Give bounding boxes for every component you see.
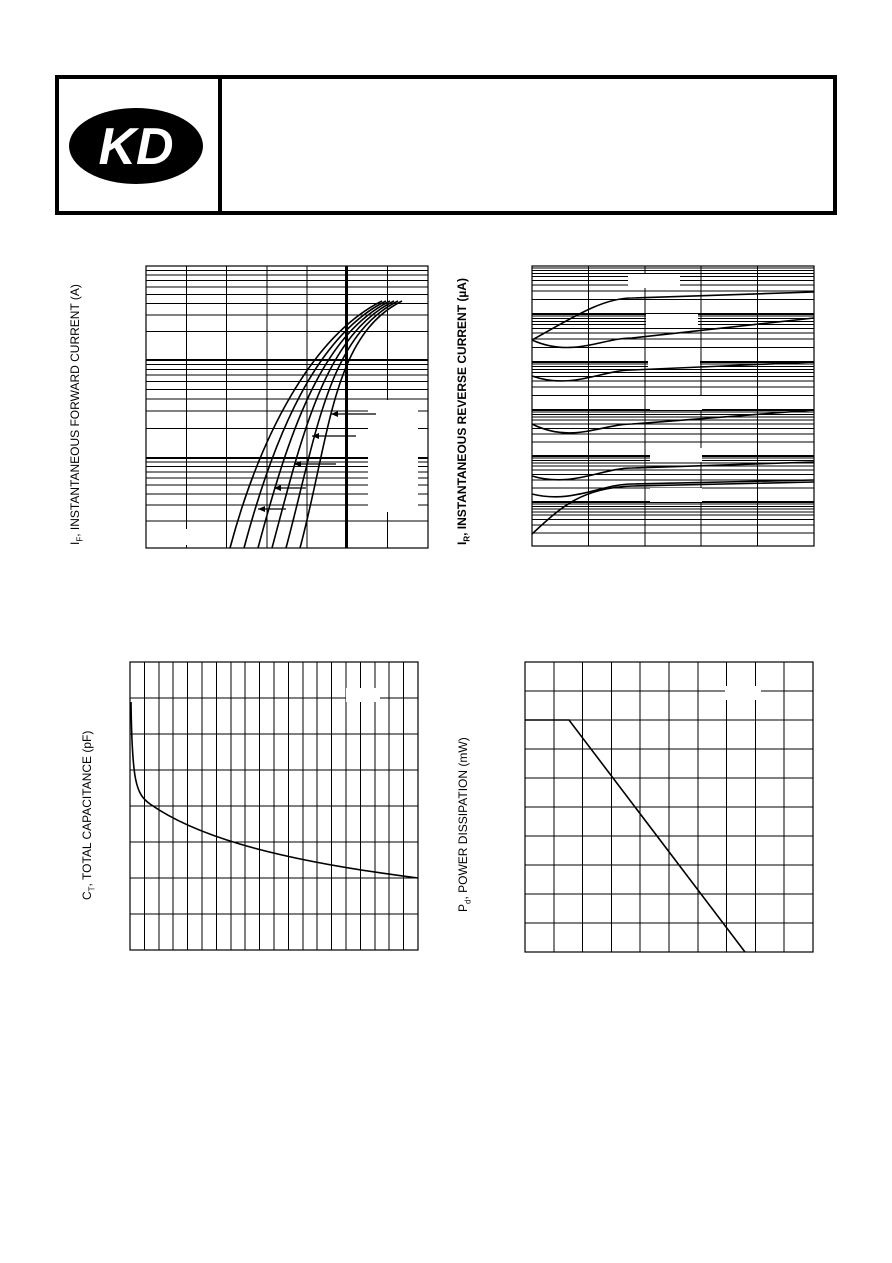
chart3-ylabel: $C_T$, TOTAL CAPACITANCE (pF): [80, 730, 97, 900]
chart2-series-curve: [532, 462, 814, 480]
logo-text: KD: [98, 118, 174, 176]
chart2-label-box: [650, 396, 702, 410]
datasheet-header: [55, 75, 837, 215]
forward-current-chart: [146, 266, 428, 548]
chart1-legend-box: [368, 400, 418, 512]
reverse-current-chart: [532, 266, 814, 546]
chart2-ylabel: $I_R$, INSTANTANEOUS REVERSE CURRENT (µA): [455, 278, 472, 545]
chart2-label-box: [648, 354, 700, 368]
kd-logo: [67, 106, 205, 186]
chart2-label-box: [628, 274, 680, 288]
chart2-label-box: [650, 448, 702, 462]
chart1-series-curve: [244, 301, 386, 548]
power-dissipation-chart: [525, 662, 815, 954]
chart1-arrow-head: [258, 506, 265, 512]
chart2-series-curve: [532, 410, 814, 433]
logo-cell: [59, 79, 222, 211]
chart1-ylabel: $I_F$, INSTANTANEOUS FORWARD CURRENT (A): [68, 284, 85, 545]
capacitance-chart: [130, 662, 420, 952]
chart2-label-box: [646, 314, 698, 328]
chart2-label-box: [650, 488, 702, 502]
chart3-label-box: [346, 688, 380, 702]
chart1-corner-box: [184, 529, 222, 545]
chart4-label-box: [725, 686, 761, 700]
chart4-ylabel: $P_d$, POWER DISSIPATION (mW): [456, 737, 473, 912]
chart1-series-curve: [230, 301, 382, 548]
